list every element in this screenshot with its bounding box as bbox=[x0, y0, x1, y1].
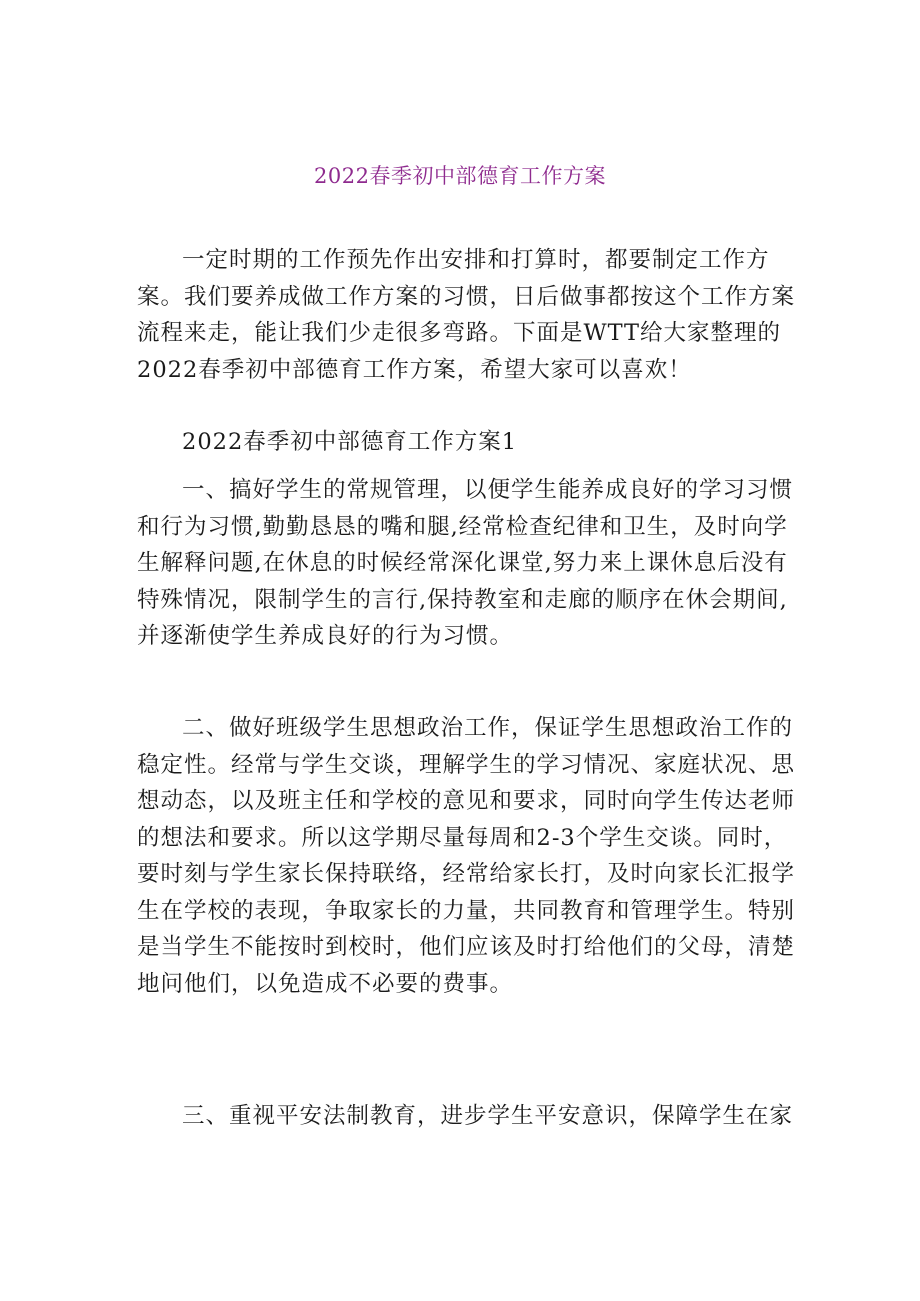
text-line: 地问他们，以免造成不必要的费事。 bbox=[137, 970, 514, 997]
text-line: 并逐渐使学生养成良好的行为习惯。 bbox=[137, 623, 514, 649]
text-line: 流程来走，能让我们少走很多弯路。下面是WTT给大家整理的 bbox=[137, 320, 782, 346]
item-2-paragraph bbox=[137, 710, 796, 1002]
text-line: 一、搞好学生的常规管理，以便学生能养成良好的学习习惯 bbox=[182, 477, 794, 503]
intro-paragraph bbox=[137, 242, 796, 388]
text-line: 的想法和要求。所以这学期尽量每周和2-3个学生交谈。同时， bbox=[137, 824, 788, 851]
item-1-paragraph bbox=[137, 472, 794, 655]
text-line: 一定时期的工作预先作出安排和打算时，都要制定工作方 bbox=[182, 247, 770, 273]
text-line: 案。我们要养成做工作方案的习惯，日后做事都按这个工作方案 bbox=[137, 283, 796, 310]
document-title: 2022春季初中部德育工作方案 bbox=[314, 164, 606, 188]
text-line: 二、做好班级学生思想政治工作，保证学生思想政治工作的 bbox=[182, 715, 794, 741]
item-3-paragraph bbox=[137, 1098, 794, 1135]
text-line: 生在学校的表现，争取家长的力量，共同教育和管理学生。特别 bbox=[137, 897, 796, 924]
section-heading-text: 2022春季初中部德育工作方案1 bbox=[182, 429, 518, 455]
text-line: 2022春季初中部德育工作方案，希望大家可以喜欢！ bbox=[137, 356, 692, 383]
section-heading bbox=[137, 424, 791, 460]
text-line: 生解释问题,在休息的时候经常深化课堂,努力来上课休息后没有 bbox=[137, 550, 788, 576]
text-line: 想动态，以及班主任和学校的意见和要求，同时向学生传达老师 bbox=[137, 788, 796, 814]
text-line: 和行为习惯,勤勤恳恳的嘴和腿,经常检查纪律和卫生，及时向学 bbox=[137, 513, 788, 540]
text-line: 特殊情况，限制学生的言行,保持教室和走廊的顺序在休会期间, bbox=[137, 586, 788, 613]
text-line: 稳定性。经常与学生交谈，理解学生的学习情况、家庭状况、思 bbox=[137, 751, 796, 778]
text-line: 是当学生不能按时到校时，他们应该及时打给他们的父母，清楚 bbox=[137, 934, 796, 960]
text-line: 三、重视平安法制教育，进步学生平安意识，保障学生在家 bbox=[182, 1103, 794, 1129]
text-line: 要时刻与学生家长保持联络，经常给家长打，及时向家长汇报学 bbox=[137, 861, 796, 887]
